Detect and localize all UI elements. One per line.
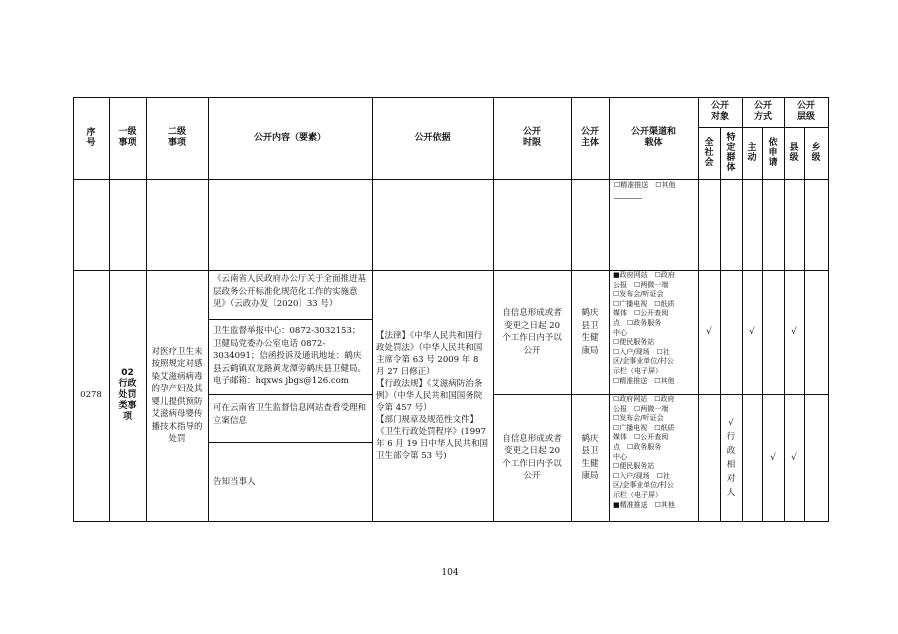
sub-row-1-channel: ■政府网站 ☐政府 公报 ☐两微一端 ☐发布会/听证会 ☐广播电视 ☐纸质 媒体 ☐公开查阅 点 ☐政务服务 中心 ☐便民服务站 ☐入户/现场 ☐社 区/企事业单位/村公 示栏（电子屏） ☐精准推送 ☐其他: [613, 271, 675, 385]
header-subject: 公开主体: [580, 127, 599, 148]
header-object-specific: 特定群体: [726, 133, 736, 173]
content-item: 可在云南省卫生监督信息网站查看受理和立案信息: [213, 403, 367, 426]
header-level2: 二级事项: [167, 127, 186, 148]
top-row-channel: ☐精准推送 ☐其他 ________: [614, 181, 676, 199]
record-level1: 02 行政处罚类事项: [118, 368, 137, 422]
record-level2: 对医疗卫生未按照规定对感染艾滋病病毒的孕产妇及其婴儿提供预防艾滋病母婴传播技术指导的处罚: [151, 346, 203, 444]
header-level-county: 县级: [789, 143, 799, 163]
sub-row-1-time-limit: 自信息形成或者变更之日起 20 个工作日内予以公开: [502, 308, 562, 356]
sub-row-2-method-apply: √: [770, 452, 776, 463]
header-content: 公开内容（要素）: [253, 132, 326, 143]
header-basis: 公开依据: [414, 132, 451, 143]
header-object-all: 全社会: [704, 138, 714, 168]
sub-row-2-channel: ☐政府网站 ☐政府 公报 ☐两微一端 ☐发布会/听证会 ☐广播电视 ☐纸质 媒体 ☐公开查阅 点 ☐政务服务 中心 ☐便民服务站 ☐入户/现场 ☐社 区/企事业单位/村公 示栏（电子屏） ■精准推送 ☐其他: [613, 395, 675, 509]
header-time-limit: 公开时限: [522, 127, 541, 148]
content-item: 告知当事人: [213, 477, 256, 487]
header-level1: 一级事项: [118, 127, 137, 148]
sub-row-1-subject: 鹤庆县卫生健康局: [581, 308, 599, 356]
header-channel: 公开渠道和载体: [630, 127, 676, 148]
sub-row-1-method-active: √: [749, 327, 755, 337]
sub-row-1-object-all: √: [706, 327, 712, 337]
header-level-group: 公开层级: [796, 101, 815, 122]
sub-row-2-level-county: √: [791, 452, 797, 463]
header-object-group: 公开对象: [710, 101, 729, 122]
sub-row-2-object-specific: √ 行 政 相 对 人: [726, 417, 736, 498]
record-basis: 【法律】《中华人民共和国行政处罚法》（中华人民共和国主席令第 63 号 2009 年 8 月 27 日修正） 【行政法规】《艾滋病防治条例》（中华人民共和国国务院令第 457 号） 【部门规章及规范性文件】《卫生行政处罚程序》(1997 年 6 月 19 日中华人民共和国卫生部令第 53 号): [376, 330, 489, 461]
sub-row-1-level-county: √: [791, 327, 797, 337]
header-method-group: 公开方式: [753, 101, 772, 122]
record-seq: 0278: [80, 390, 102, 401]
sub-row-2-subject: 鹤庆县卫生健康局: [581, 433, 599, 481]
header-method-apply: 依申请: [768, 138, 778, 168]
page-number: 104: [441, 568, 459, 578]
content-item: 《云南省人民政府办公厅关于全面推进基层政务公开标准化规范化工作的实施意见》（云政办发〔2020〕33 号）: [213, 274, 367, 309]
header-seq: 序号: [86, 128, 96, 148]
header-method-active: 主动: [747, 143, 757, 163]
sub-row-2-time-limit: 自信息形成或者变更之日起 20 个工作日内予以公开: [502, 433, 562, 481]
content-item: 卫生监督举报中心：0872-3032153；卫健局党委办公室电话 0872-3034091；信函投诉及通讯地址：鹤庆县云鹤镇双龙路黄龙潭旁鹤庆县卫健局。电子邮箱：hqxws jbgs@126.com: [213, 326, 367, 386]
header-level-town: 乡级: [811, 143, 821, 163]
